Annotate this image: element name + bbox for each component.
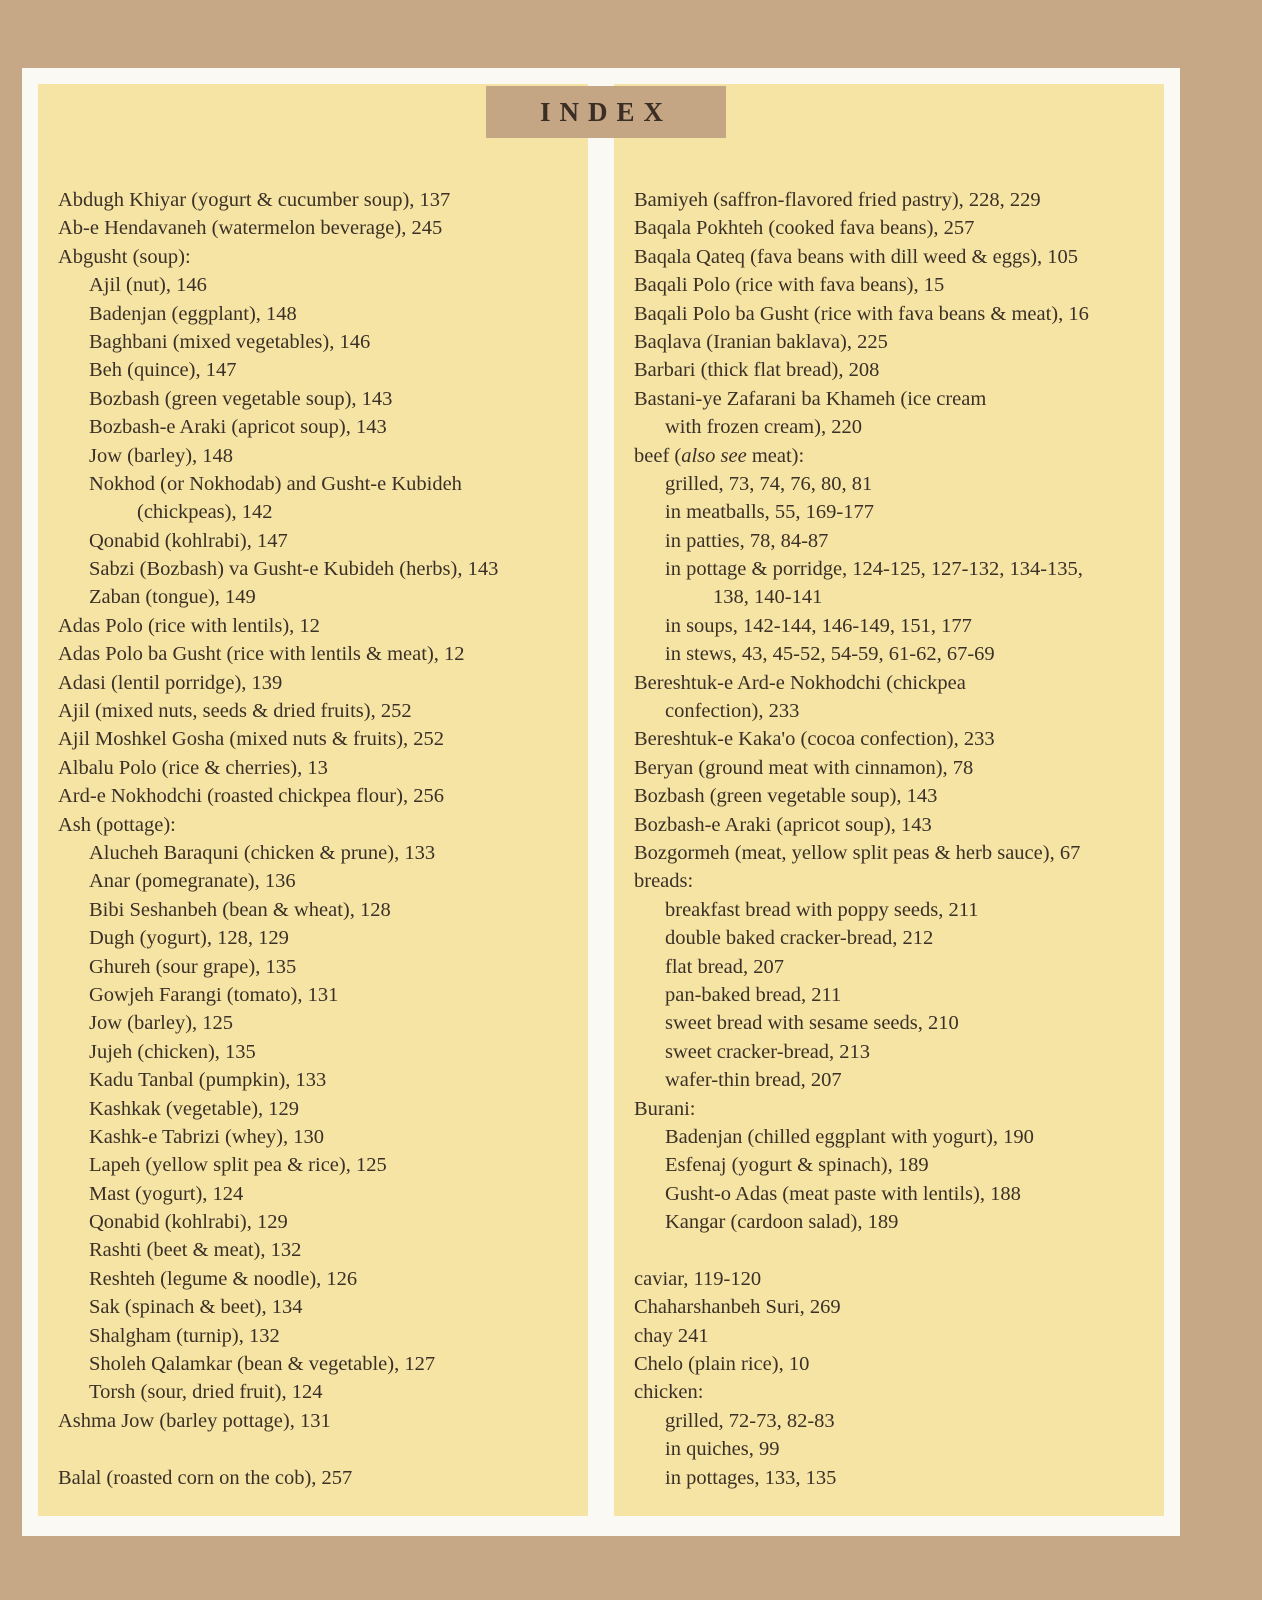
index-subentry: 138, 140-141 xyxy=(713,586,823,609)
index-entry: Adas Polo (rice with lentils), 12 xyxy=(58,614,320,637)
index-entry: Bastani-ye Zafarani ba Khameh (ice cream xyxy=(634,387,987,410)
index-subentry: Alucheh Baraquni (chicken & prune), 133 xyxy=(89,841,436,864)
index-subentry: in pottage & porridge, 124-125, 127-132, 134-135, xyxy=(665,558,1083,581)
index-subentry: Kadu Tanbal (pumpkin), 133 xyxy=(89,1069,327,1092)
cross-reference-label: also see xyxy=(681,444,747,467)
index-subentry: Mast (yogurt), 124 xyxy=(89,1182,244,1205)
index-subentry: double baked cracker-bread, 212 xyxy=(665,927,934,950)
index-entry: Balal (roasted corn on the cob), 257 xyxy=(58,1466,353,1489)
index-subentry: in soups, 142-144, 146-149, 151, 177 xyxy=(665,614,972,637)
blank-line xyxy=(634,1236,1156,1264)
index-subentry: Shalgham (turnip), 132 xyxy=(89,1324,280,1347)
index-entry: Chaharshanbeh Suri, 269 xyxy=(634,1296,841,1319)
index-subentry: Reshteh (legume & noodle), 126 xyxy=(89,1267,358,1290)
index-subentry: sweet cracker-bread, 213 xyxy=(665,1040,871,1063)
index-subentry: Kashk-e Tabrizi (whey), 130 xyxy=(89,1125,324,1148)
index-entry: Bereshtuk-e Kaka'o (cocoa confection), 233 xyxy=(634,728,995,751)
index-subentry: Jujeh (chicken), 135 xyxy=(89,1040,256,1063)
index-subentry: Badenjan (eggplant), 148 xyxy=(89,302,297,325)
index-subentry: Dugh (yogurt), 128, 129 xyxy=(89,927,289,950)
index-subentry: Esfenaj (yogurt & spinach), 189 xyxy=(665,1154,929,1177)
index-subentry: in meatballs, 55, 169-177 xyxy=(665,501,874,524)
index-subentry: Rashti (beet & meat), 132 xyxy=(89,1239,302,1262)
index-subentry: sweet bread with sesame seeds, 210 xyxy=(665,1012,959,1035)
index-title: INDEX xyxy=(486,86,726,138)
index-subentry: Nokhod (or Nokhodab) and Gusht-e Kubideh xyxy=(89,472,462,495)
index-subentry: Qonabid (kohlrabi), 147 xyxy=(89,529,288,552)
index-subentry: Anar (pomegranate), 136 xyxy=(89,870,296,893)
index-entry: Ard-e Nokhodchi (roasted chickpea flour), 256 xyxy=(58,785,444,808)
index-entry: Baqali Polo ba Gusht (rice with fava beans & meat), 16 xyxy=(634,302,1089,325)
index-subentry: Beh (quince), 147 xyxy=(89,359,237,382)
index-entry: Chelo (plain rice), 10 xyxy=(634,1353,810,1376)
index-entry: Baqali Polo (rice with fava beans), 15 xyxy=(634,274,945,297)
index-entry: chay 241 xyxy=(634,1324,709,1347)
index-subentry: Torsh (sour, dried fruit), 124 xyxy=(89,1381,323,1404)
index-subentry: grilled, 73, 74, 76, 80, 81 xyxy=(665,472,873,495)
index-subentry: Sabzi (Bozbash) va Gusht-e Kubideh (herbs), 143 xyxy=(89,558,499,581)
index-subentry: Zaban (tongue), 149 xyxy=(89,586,256,609)
right-entry-list xyxy=(634,186,1156,1492)
index-entry: Abgusht (soup): xyxy=(58,245,191,268)
left-column xyxy=(38,84,588,1516)
index-entry: Bereshtuk-e Ard-e Nokhodchi (chickpea xyxy=(634,671,966,694)
index-subentry: wafer-thin bread, 207 xyxy=(665,1069,842,1092)
index-entry: Bozgormeh (meat, yellow split peas & herb sauce), 67 xyxy=(634,841,1081,864)
index-subentry: Jow (barley), 125 xyxy=(89,1012,234,1035)
index-subentry: Lapeh (yellow split pea & rice), 125 xyxy=(89,1154,387,1177)
index-page xyxy=(22,68,1180,1536)
index-subentry: Badenjan (chilled eggplant with yogurt), 190 xyxy=(665,1125,1034,1148)
index-entry: Ashma Jow (barley pottage), 131 xyxy=(58,1409,331,1432)
index-entry: Bozbash-e Araki (apricot soup), 143 xyxy=(634,813,932,836)
index-subentry: Bozbash (green vegetable soup), 143 xyxy=(89,387,393,410)
right-column xyxy=(614,84,1164,1516)
index-entry: Ajil (mixed nuts, seeds & dried fruits), 252 xyxy=(58,700,412,723)
index-subentry: Bibi Seshanbeh (bean & wheat), 128 xyxy=(89,898,391,921)
index-entry: breads: xyxy=(634,870,694,893)
index-subentry: breakfast bread with poppy seeds, 211 xyxy=(665,898,979,921)
index-subentry: confection), 233 xyxy=(665,700,800,723)
index-entry: Burani: xyxy=(634,1097,696,1120)
index-entry: beef (also see meat): xyxy=(634,444,805,467)
index-entry: Baqlava (Iranian baklava), 225 xyxy=(634,330,888,353)
index-subentry: Gowjeh Farangi (tomato), 131 xyxy=(89,983,339,1006)
index-entry: Adas Polo ba Gusht (rice with lentils & meat), 12 xyxy=(58,643,465,666)
index-subentry: Sholeh Qalamkar (bean & vegetable), 127 xyxy=(89,1353,436,1376)
index-entry: Ash (pottage): xyxy=(58,813,176,836)
index-subentry: Gusht-o Adas (meat paste with lentils), 188 xyxy=(665,1182,1021,1205)
blank-line xyxy=(58,1435,580,1463)
index-subentry: flat bread, 207 xyxy=(665,955,784,978)
index-subentry: Baghbani (mixed vegetables), 146 xyxy=(89,330,371,353)
index-subentry: in pottages, 133, 135 xyxy=(665,1466,837,1489)
index-entry: chicken: xyxy=(634,1381,704,1404)
index-subentry: Bozbash-e Araki (apricot soup), 143 xyxy=(89,416,387,439)
index-subentry: Sak (spinach & beet), 134 xyxy=(89,1296,303,1319)
index-subentry: in patties, 78, 84-87 xyxy=(665,529,829,552)
index-entry: Ajil Moshkel Gosha (mixed nuts & fruits), 252 xyxy=(58,728,445,751)
left-entry-list xyxy=(58,186,580,1492)
index-entry: Albalu Polo (rice & cherries), 13 xyxy=(58,756,328,779)
index-entry: Ab-e Hendavaneh (watermelon beverage), 245 xyxy=(58,217,443,240)
index-subentry: Jow (barley), 148 xyxy=(89,444,234,467)
index-entry: Beryan (ground meat with cinnamon), 78 xyxy=(634,756,974,779)
index-entry: Barbari (thick flat bread), 208 xyxy=(634,359,880,382)
index-subentry: pan-baked bread, 211 xyxy=(665,983,842,1006)
index-entry: Bozbash (green vegetable soup), 143 xyxy=(634,785,938,808)
index-subentry: (chickpeas), 142 xyxy=(137,501,273,524)
index-subentry: in quiches, 99 xyxy=(665,1438,780,1461)
index-entry: caviar, 119-120 xyxy=(634,1267,762,1290)
index-subentry: grilled, 72-73, 82-83 xyxy=(665,1409,835,1432)
index-entry: Bamiyeh (saffron-flavored fried pastry), 228, 229 xyxy=(634,189,1041,211)
index-subentry: in stews, 43, 45-52, 54-59, 61-62, 67-69 xyxy=(665,643,995,666)
index-entry: Baqala Qateq (fava beans with dill weed & eggs), 105 xyxy=(634,245,1079,268)
index-entry: Baqala Pokhteh (cooked fava beans), 257 xyxy=(634,217,975,240)
index-subentry: with frozen cream), 220 xyxy=(665,416,862,439)
index-entry: Abdugh Khiyar (yogurt & cucumber soup), 137 xyxy=(58,189,451,211)
index-subentry: Qonabid (kohlrabi), 129 xyxy=(89,1211,288,1234)
index-subentry: Ghureh (sour grape), 135 xyxy=(89,955,297,978)
index-subentry: Ajil (nut), 146 xyxy=(89,274,207,297)
index-entry: Adasi (lentil porridge), 139 xyxy=(58,671,283,694)
index-subentry: Kashkak (vegetable), 129 xyxy=(89,1097,300,1120)
index-subentry: Kangar (cardoon salad), 189 xyxy=(665,1211,899,1234)
